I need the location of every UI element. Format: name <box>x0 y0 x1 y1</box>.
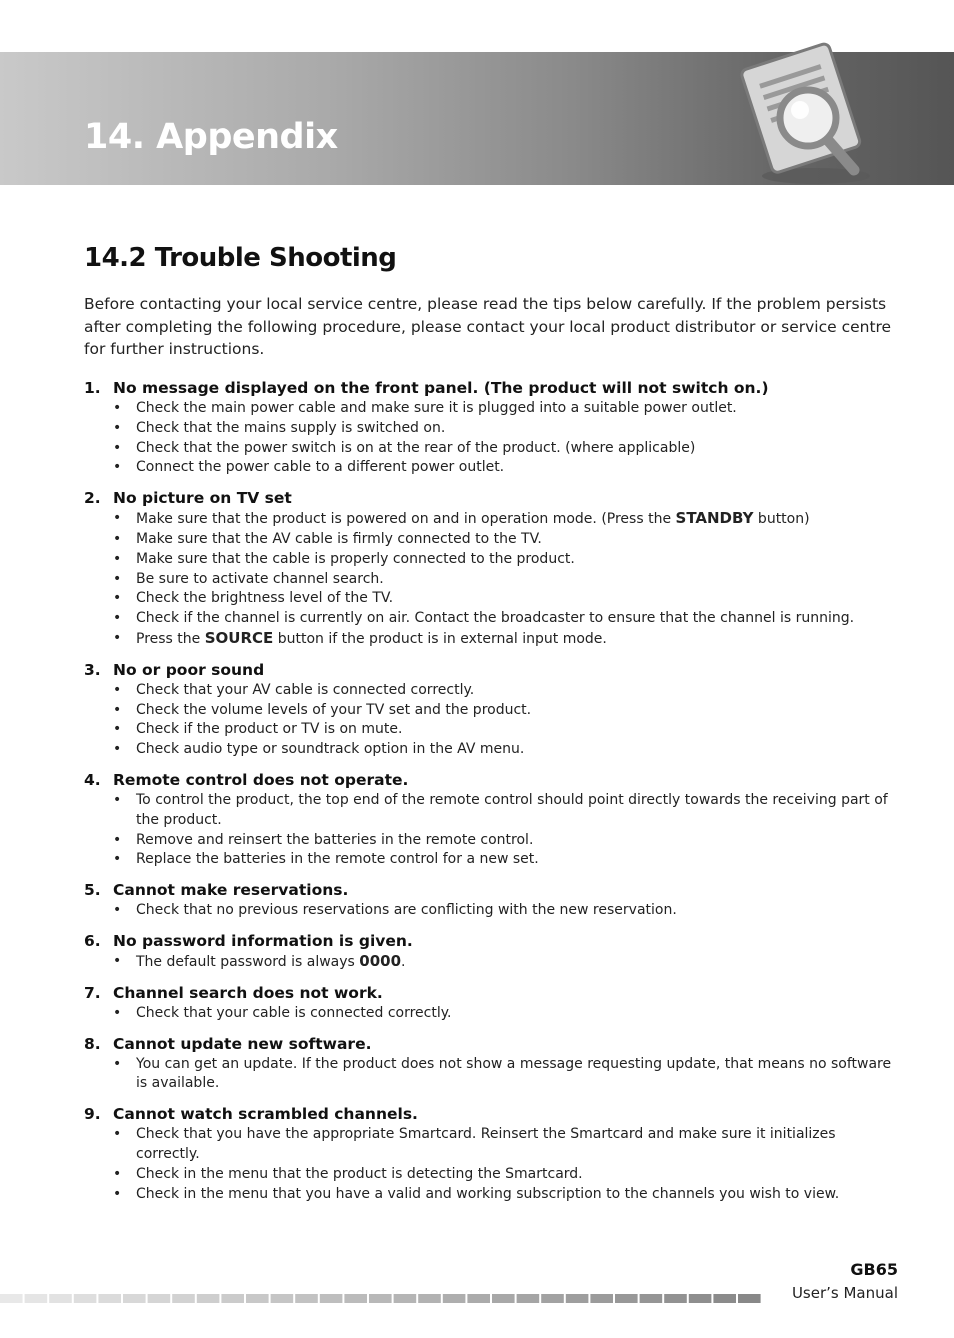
bullet-text-post: . <box>401 953 406 970</box>
item-title: Remote control does not operate. <box>113 770 409 789</box>
bullet-dot: • <box>113 1004 122 1021</box>
bullet-text-pre: Press the <box>136 630 205 647</box>
bullet-dot: • <box>113 681 122 698</box>
strip-tile <box>443 1294 466 1303</box>
bullet-list <box>84 1125 899 1204</box>
strip-tile <box>74 1294 97 1303</box>
intro-paragraph: Before contacting your local service centre, please read the tips below carefully. If the problem persists after completing the following procedure, please contact your local product distributor or service centre for further instructions. <box>84 295 892 358</box>
bullet-list <box>84 399 899 478</box>
trouble-item-heading <box>84 1033 899 1055</box>
trouble-item <box>84 487 899 650</box>
bullet-list <box>84 901 899 921</box>
strip-tile <box>467 1294 490 1303</box>
bullet-text: Check in the menu that the product is detecting the Smartcard. <box>136 1165 583 1182</box>
item-number: 4. <box>84 770 101 789</box>
document-magnifier-icon <box>722 42 882 192</box>
bullet-item <box>84 419 899 439</box>
bullet-item <box>84 439 899 459</box>
bullet-item <box>84 609 899 629</box>
strip-tile <box>295 1294 318 1303</box>
strip-tile <box>320 1294 343 1303</box>
bullet-text-post: button if the product is in external input mode. <box>273 630 607 647</box>
strip-tile <box>271 1294 294 1303</box>
strip-tile <box>664 1294 687 1303</box>
bullet-dot: • <box>113 1165 122 1182</box>
trouble-item-heading <box>84 769 899 791</box>
item-number: 3. <box>84 660 101 679</box>
bullet-dot: • <box>113 721 122 738</box>
bullet-text: Check that your cable is connected correctly. <box>136 1004 452 1021</box>
bullet-item <box>84 1165 899 1185</box>
strip-tile <box>25 1294 48 1303</box>
bullet-dot: • <box>113 439 122 456</box>
bullet-dot: • <box>113 1055 122 1072</box>
bullet-item <box>84 740 899 760</box>
bullet-dot: • <box>113 570 122 587</box>
item-title: Cannot watch scrambled channels. <box>113 1105 418 1124</box>
section-title: 14.2 Trouble Shooting <box>84 243 397 273</box>
strip-tile <box>172 1294 195 1303</box>
bullet-item <box>84 399 899 419</box>
footer-model: GB65 <box>850 1260 898 1279</box>
strip-tile <box>566 1294 589 1303</box>
item-number: 1. <box>84 379 101 397</box>
bullet-text <box>136 509 810 530</box>
bullet-list <box>84 791 899 870</box>
strip-tile <box>689 1294 712 1303</box>
bullet-item <box>84 589 899 609</box>
bullet-dot: • <box>113 902 122 919</box>
bullet-dot: • <box>113 610 122 627</box>
item-number: 9. <box>84 1105 101 1124</box>
trouble-item-heading <box>84 487 899 509</box>
item-title: Cannot update new software. <box>113 1034 372 1053</box>
item-title: No password information is given. <box>113 931 413 950</box>
bullet-dot: • <box>113 851 122 868</box>
strip-tile <box>590 1294 613 1303</box>
bullet-list <box>84 1055 899 1095</box>
bullet-text: Replace the batteries in the remote control for a new set. <box>136 851 539 868</box>
bullet-item <box>84 701 899 721</box>
bullet-dot: • <box>113 629 122 646</box>
strip-tile <box>344 1294 367 1303</box>
bullet-dot: • <box>113 400 122 416</box>
bullet-dot: • <box>113 550 122 567</box>
bullet-item <box>84 720 899 740</box>
bullet-item <box>84 1004 899 1024</box>
item-title: Channel search does not work. <box>113 983 383 1002</box>
bullet-dot: • <box>113 1126 122 1143</box>
bullet-item <box>84 458 899 478</box>
strip-tile <box>221 1294 244 1303</box>
item-title: No picture on TV set <box>113 489 292 508</box>
strip-tile <box>640 1294 663 1303</box>
troubleshooting-list <box>84 377 899 1213</box>
bullet-dot: • <box>113 791 122 808</box>
bullet-dot: • <box>113 530 122 547</box>
bullet-text <box>136 952 405 973</box>
trouble-item-heading <box>84 930 899 952</box>
trouble-item-heading <box>84 1103 899 1125</box>
strip-tile <box>49 1294 72 1303</box>
trouble-item <box>84 879 899 921</box>
bullet-item <box>84 570 899 590</box>
bullet-text: Check if the channel is currently on air. Contact the broadcaster to ensure that the channel is running. <box>136 610 855 627</box>
bullet-text: Check audio type or soundtrack option in the AV menu. <box>136 741 525 758</box>
bullet-dot: • <box>113 459 122 476</box>
bullet-item <box>84 850 899 870</box>
bullet-dot: • <box>113 510 122 527</box>
bullet-list <box>84 1004 899 1024</box>
footer-decorative-strip <box>0 1294 765 1303</box>
bullet-text: To control the product, the top end of the remote control should point directly towards the receiving part of the product. <box>136 791 888 828</box>
strip-tile <box>148 1294 171 1303</box>
item-number: 6. <box>84 931 101 950</box>
bullet-dot: • <box>113 741 122 758</box>
bullet-text: Check that you have the appropriate Smartcard. Reinsert the Smartcard and make sure it initializes correctly. <box>136 1126 836 1162</box>
trouble-item <box>84 1033 899 1095</box>
item-number: 8. <box>84 1034 101 1053</box>
bullet-text: Check that no previous reservations are conflicting with the new reservation. <box>136 902 677 919</box>
strip-tile <box>0 1294 23 1303</box>
trouble-item <box>84 659 899 760</box>
strip-tile <box>394 1294 417 1303</box>
bullet-item <box>84 791 899 831</box>
trouble-item <box>84 982 899 1024</box>
item-number: 7. <box>84 983 101 1002</box>
strip-tile <box>246 1294 269 1303</box>
bullet-emphasis: SOURCE <box>204 628 274 647</box>
bullet-text-pre: Make sure that the product is powered on and in operation mode. (Press the <box>136 511 676 528</box>
bullet-text: Check if the product or TV is on mute. <box>136 721 403 738</box>
trouble-item-heading <box>84 879 899 901</box>
bullet-item <box>84 1125 899 1165</box>
trouble-item <box>84 930 899 973</box>
bullet-dot: • <box>113 1185 122 1202</box>
item-title: Cannot make reservations. <box>113 881 349 900</box>
bullet-text: Check the main power cable and make sure it is plugged into a suitable power outlet. <box>136 400 737 416</box>
strip-tile <box>517 1294 540 1303</box>
bullet-list <box>84 681 899 760</box>
bullet-item <box>84 681 899 701</box>
bullet-text: Remove and reinsert the batteries in the remote control. <box>136 831 534 848</box>
bullet-text: Connect the power cable to a different power outlet. <box>136 459 505 476</box>
strip-tile <box>369 1294 392 1303</box>
bullet-list <box>84 952 899 973</box>
trouble-item <box>84 377 899 478</box>
bullet-text: Check the volume levels of your TV set and the product. <box>136 701 532 718</box>
chapter-title: 14. Appendix <box>84 117 338 157</box>
strip-tile <box>418 1294 441 1303</box>
bullet-item <box>84 1055 899 1095</box>
bullet-text-post: button) <box>753 511 810 528</box>
bullet-item <box>84 901 899 921</box>
bullet-text <box>136 629 607 650</box>
item-number: 2. <box>84 489 101 508</box>
trouble-item <box>84 769 899 870</box>
item-title: No or poor sound <box>113 660 265 679</box>
strip-tile <box>738 1294 761 1303</box>
bullet-item <box>84 530 899 550</box>
bullet-item <box>84 509 899 530</box>
bullet-dot: • <box>113 952 122 969</box>
strip-tile <box>713 1294 736 1303</box>
bullet-text: Be sure to activate channel search. <box>136 570 384 587</box>
bullet-emphasis: STANDBY <box>675 509 754 528</box>
bullet-dot: • <box>113 701 122 718</box>
bullet-dot: • <box>113 590 122 607</box>
strip-tile <box>98 1294 121 1303</box>
bullet-text: Check in the menu that you have a valid and working subscription to the channels you wish to view. <box>136 1185 840 1202</box>
bullet-dot: • <box>113 419 122 436</box>
trouble-item <box>84 1103 899 1204</box>
strip-tile <box>197 1294 220 1303</box>
bullet-item <box>84 550 899 570</box>
bullet-item <box>84 629 899 650</box>
strip-tile <box>615 1294 638 1303</box>
trouble-item-heading <box>84 659 899 681</box>
bullet-item <box>84 952 899 973</box>
bullet-dot: • <box>113 831 122 848</box>
bullet-list <box>84 509 899 650</box>
item-title: No message displayed on the front panel. (The product will not switch on.) <box>113 379 769 397</box>
bullet-text: Check that the mains supply is switched on. <box>136 419 446 436</box>
footer-manual-label: User’s Manual <box>791 1284 898 1302</box>
item-number: 5. <box>84 881 101 900</box>
bullet-text-pre: The default password is always <box>136 953 360 970</box>
bullet-item <box>84 831 899 851</box>
strip-tile <box>123 1294 146 1303</box>
bullet-item <box>84 1185 899 1205</box>
bullet-text: Check that your AV cable is connected correctly. <box>136 681 475 698</box>
strip-tile <box>492 1294 515 1303</box>
trouble-item-heading <box>84 982 899 1004</box>
bullet-emphasis: 0000 <box>359 951 402 970</box>
bullet-text: Check that the power switch is on at the rear of the product. (where applicable) <box>136 439 696 456</box>
bullet-text: Make sure that the cable is properly connected to the product. <box>136 550 575 567</box>
bullet-text: You can get an update. If the product does not show a message requesting update, that means no software is available. <box>136 1055 892 1092</box>
bullet-text: Check the brightness level of the TV. <box>136 590 394 607</box>
trouble-item-heading <box>84 377 899 399</box>
strip-tile <box>541 1294 564 1303</box>
bullet-text: Make sure that the AV cable is firmly connected to the TV. <box>136 530 542 547</box>
